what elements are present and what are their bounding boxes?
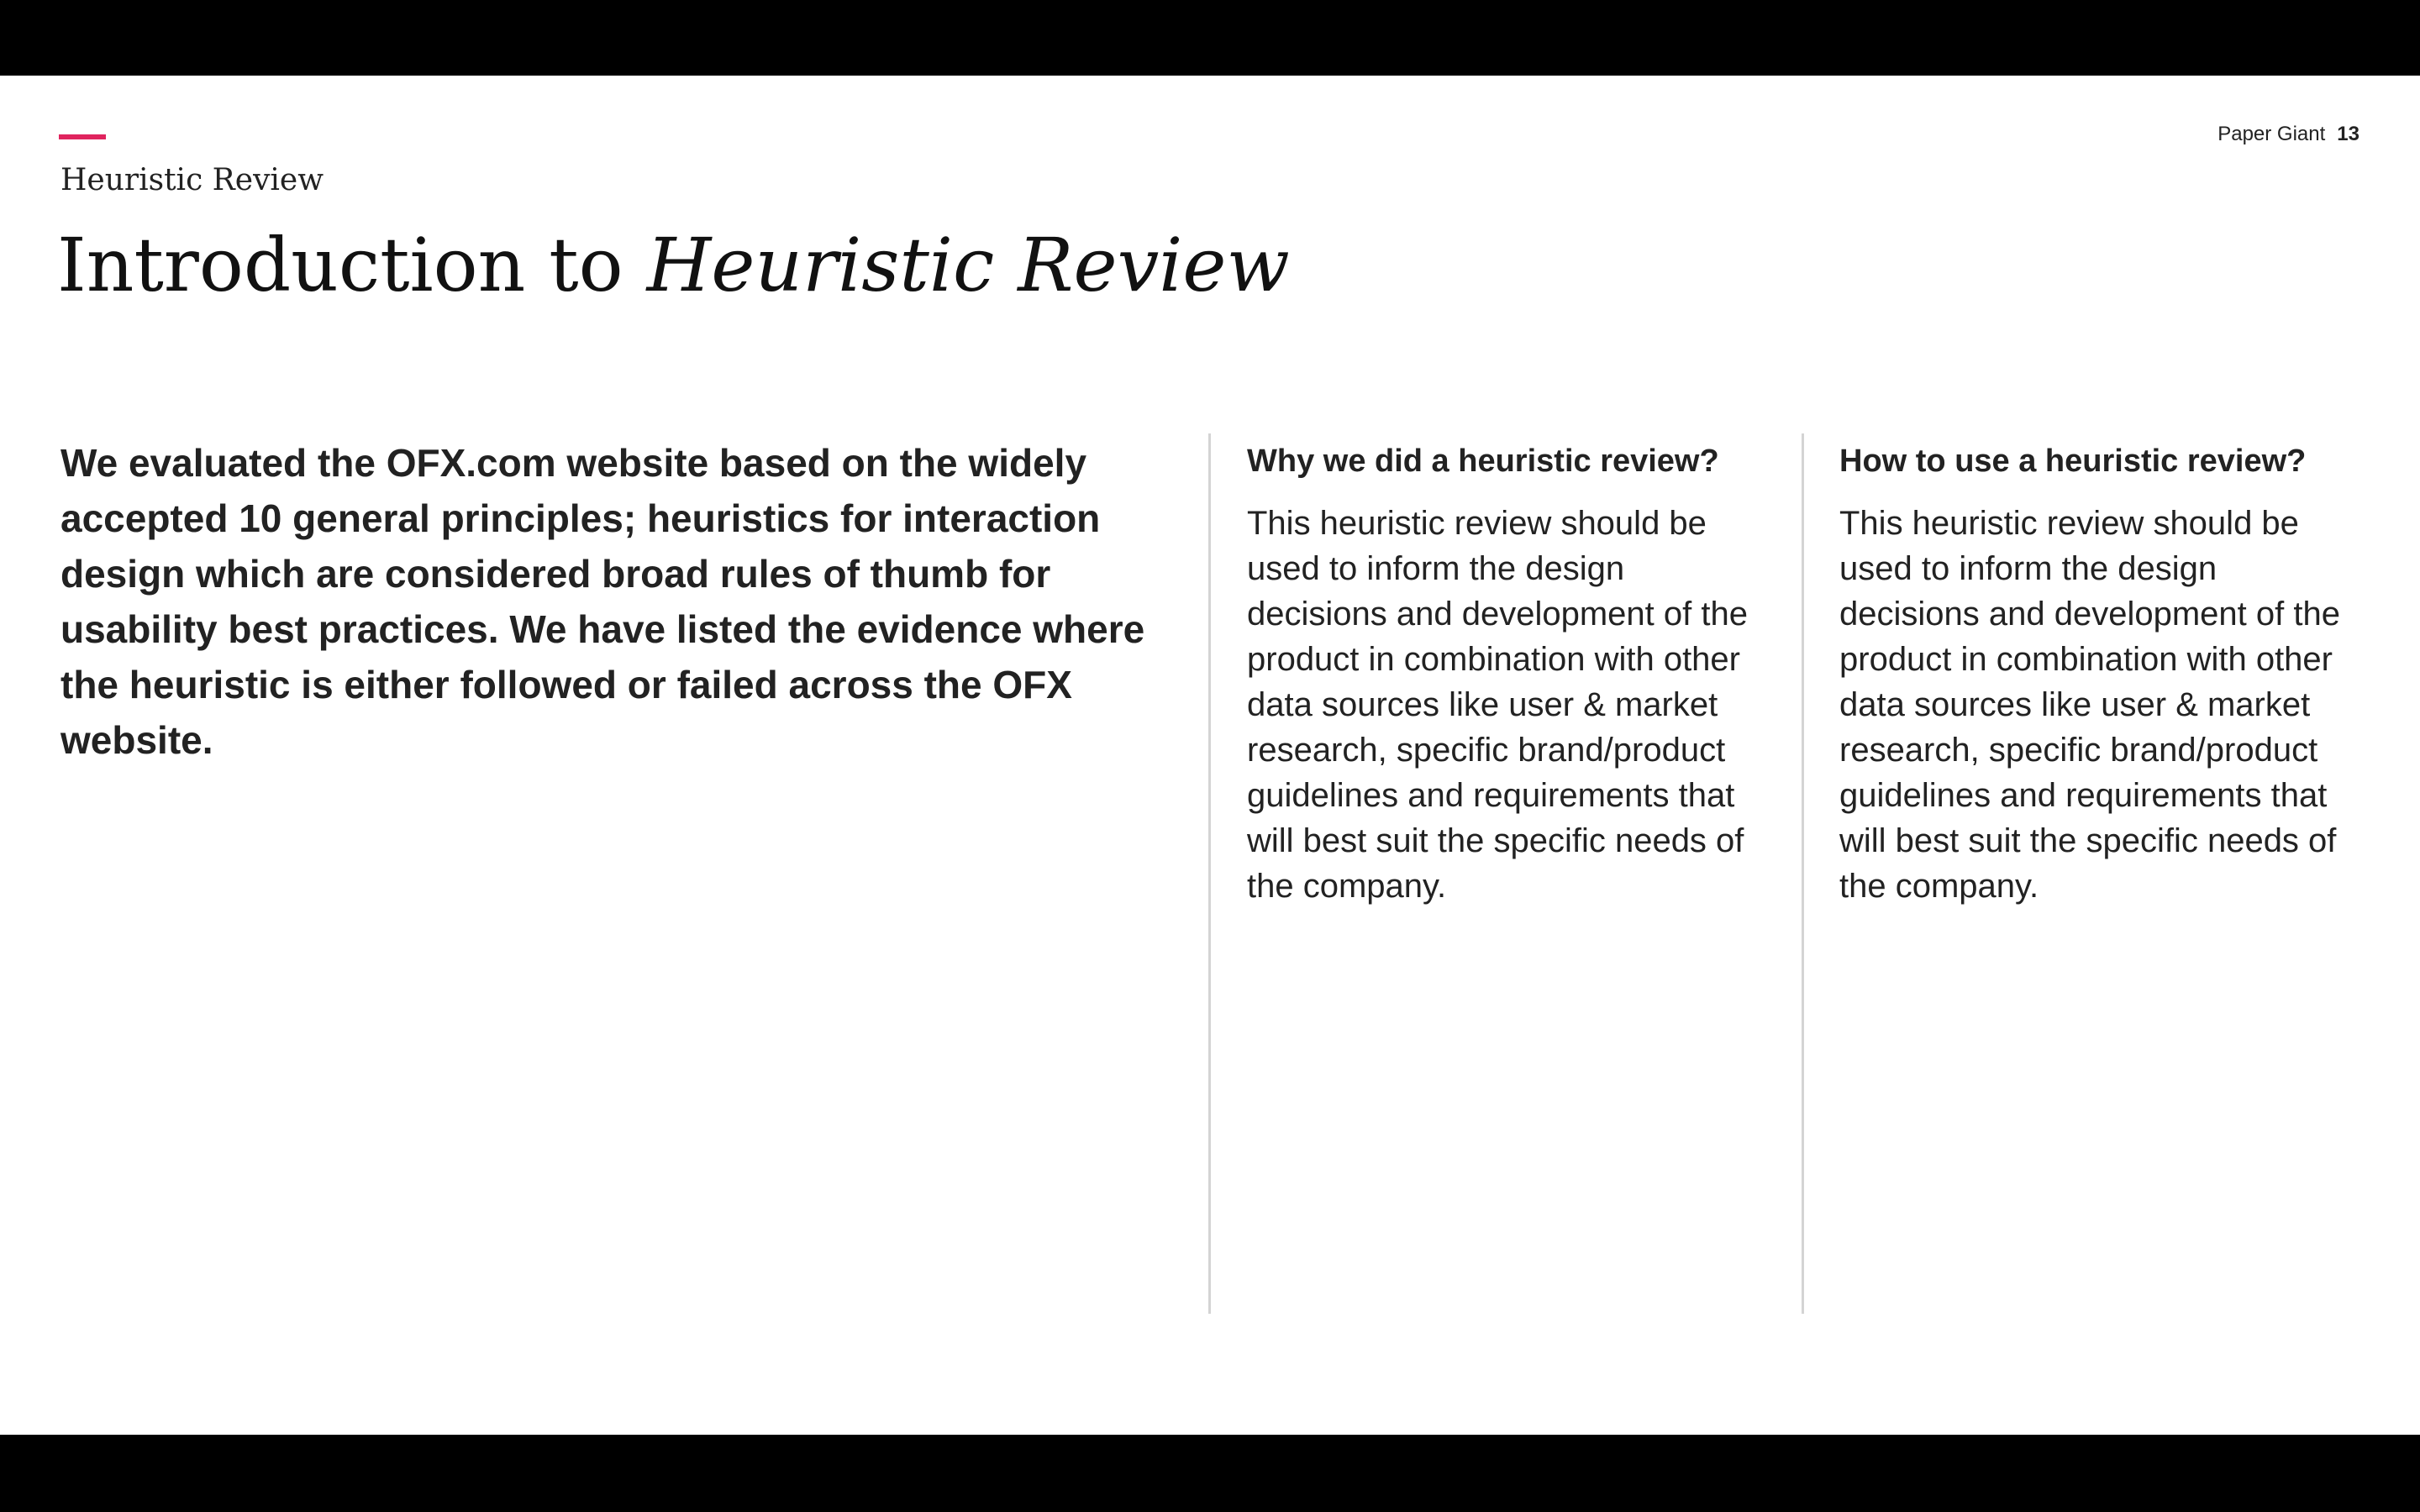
column-why [1247, 442, 1768, 909]
column-how [1839, 442, 2360, 909]
brand-name: Paper Giant [2217, 123, 2326, 145]
page-number: 13 [2337, 123, 2360, 145]
lead-paragraph: We evaluated the OFX.com website based on the widely accepted 10 general principles; heuristics for interaction design which are considered broad rules of thumb for usability best practices. We have listed the evidence where the heuristic is either followed or failed across the OFX website. [60, 441, 1145, 762]
title-emphasis: Heuristic Review [646, 222, 1290, 308]
page-title [57, 222, 1290, 308]
letterbox-bottom [0, 1435, 2420, 1512]
slide [0, 76, 2420, 1435]
accent-bar [59, 134, 106, 139]
column-body: This heuristic review should be used to inform the design decisions and development of the product in combination with other data sources like user & market research, specific brand/product guidelines and requirements that will best suit the specific needs of the company. [1839, 505, 2340, 905]
column-divider-1 [1208, 433, 1211, 1314]
column-divider-2 [1802, 433, 1804, 1314]
column-heading: Why we did a heuristic review? [1247, 444, 1719, 479]
column-body: This heuristic review should be used to inform the design decisions and development of the product in combination with other data sources like user & market research, specific brand/product guidelines and requirements that will best suit the specific needs of the company. [1247, 505, 1748, 905]
page-meta [2217, 123, 2360, 146]
letterbox-top [0, 0, 2420, 76]
section-label: Heuristic Review [60, 163, 324, 197]
column-heading: How to use a heuristic review? [1839, 444, 2307, 479]
title-prefix: Introduction to [57, 222, 647, 308]
